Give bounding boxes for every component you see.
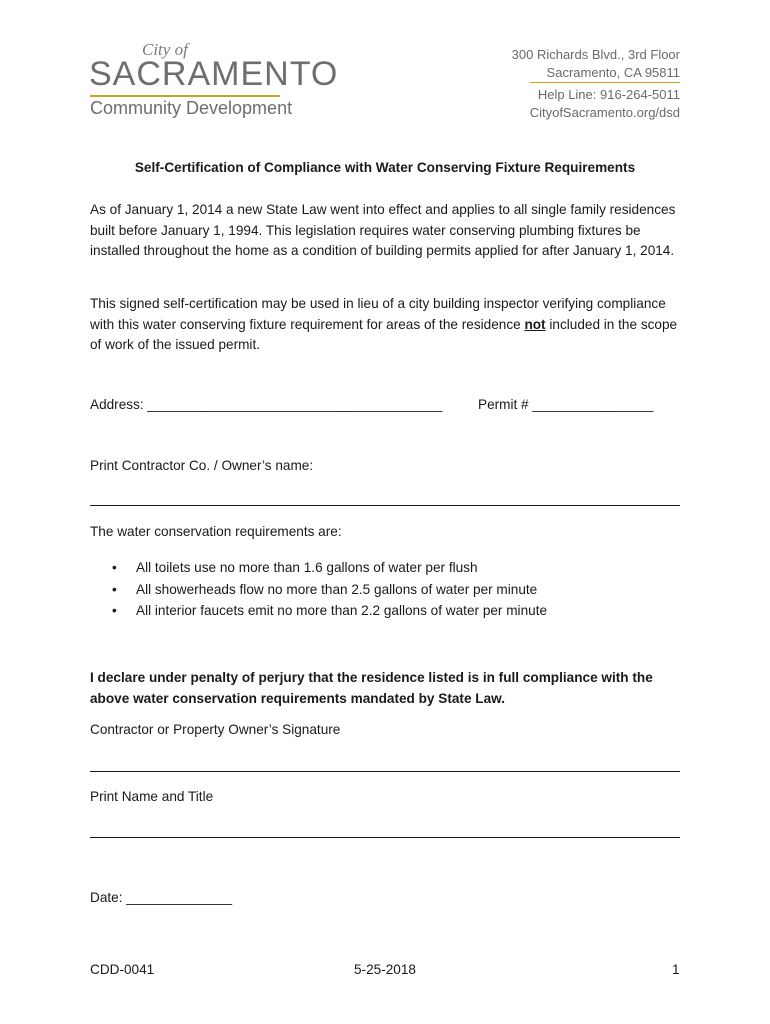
revision-date: 5-25-2018 [354, 962, 416, 977]
perjury-declaration: I declare under penalty of perjury that the residence listed is in full compliance with the above water conservation requirements mandated by State Law. [90, 670, 653, 706]
list-item: • All showerheads flow no more than 2.5 gallons of water per minute [108, 579, 547, 601]
print-name-line[interactable] [90, 837, 680, 838]
scope-text-start: This signed self-certification may be used in lieu of a city building inspector verifying compliance with this water conserving fixture requirement for areas of the residence [90, 296, 666, 332]
scope-text-end: included in the scope of work of the issued permit. [90, 316, 678, 352]
website-link[interactable]: CityofSacramento.org/dsd [529, 105, 680, 120]
address-line-2: Sacramento, CA 95811 [546, 65, 680, 80]
intro-paragraph: As of January 1, 2014 a new State Law went into effect and applies to all single family residences built before January 1, 1994. This legislation requires water conserving plumbing fixtures be installed throughout the home as a condition of building permits applied for after January 1, 2014. [90, 202, 676, 258]
contractor-name-line[interactable] [90, 505, 680, 506]
signature-line[interactable] [90, 771, 680, 772]
date-field[interactable]: Date: ______________ [90, 890, 233, 905]
list-item: • All interior faucets emit no more than 2.2 gallons of water per minute [108, 600, 547, 622]
page-number: 1 [672, 962, 680, 977]
logo-subtitle: Community Development [90, 98, 293, 118]
logo-city-of: City of [142, 40, 188, 59]
scope-emphasis: not [524, 316, 546, 332]
requirements-intro: The water conservation requirements are: [90, 524, 342, 539]
form-code: CDD-0041 [90, 962, 155, 977]
address-divider [530, 82, 680, 83]
list-item: • All toilets use no more than 1.6 gallons of water per flush [108, 557, 547, 579]
logo-wordmark: SACRAMENTO [89, 55, 339, 93]
address-line-1: 300 Richards Blvd., 3rd Floor [511, 47, 680, 62]
office-address [512, 46, 680, 82]
contact-info [530, 86, 680, 122]
logo-divider [90, 95, 280, 97]
scope-paragraph [90, 294, 690, 356]
contractor-label: Print Contractor Co. / Owner’s name: [90, 458, 314, 473]
address-field[interactable]: Address: _______________________________________ [90, 397, 443, 412]
help-line: Help Line: 916-264-5011 [537, 87, 680, 102]
requirements-list [108, 557, 547, 622]
form-title: Self-Certification of Compliance with Water Conserving Fixture Requirements [134, 160, 636, 175]
permit-field[interactable]: Permit # ________________ [478, 397, 654, 412]
signature-label: Contractor or Property Owner’s Signature [90, 722, 341, 737]
print-name-label: Print Name and Title [90, 789, 214, 804]
